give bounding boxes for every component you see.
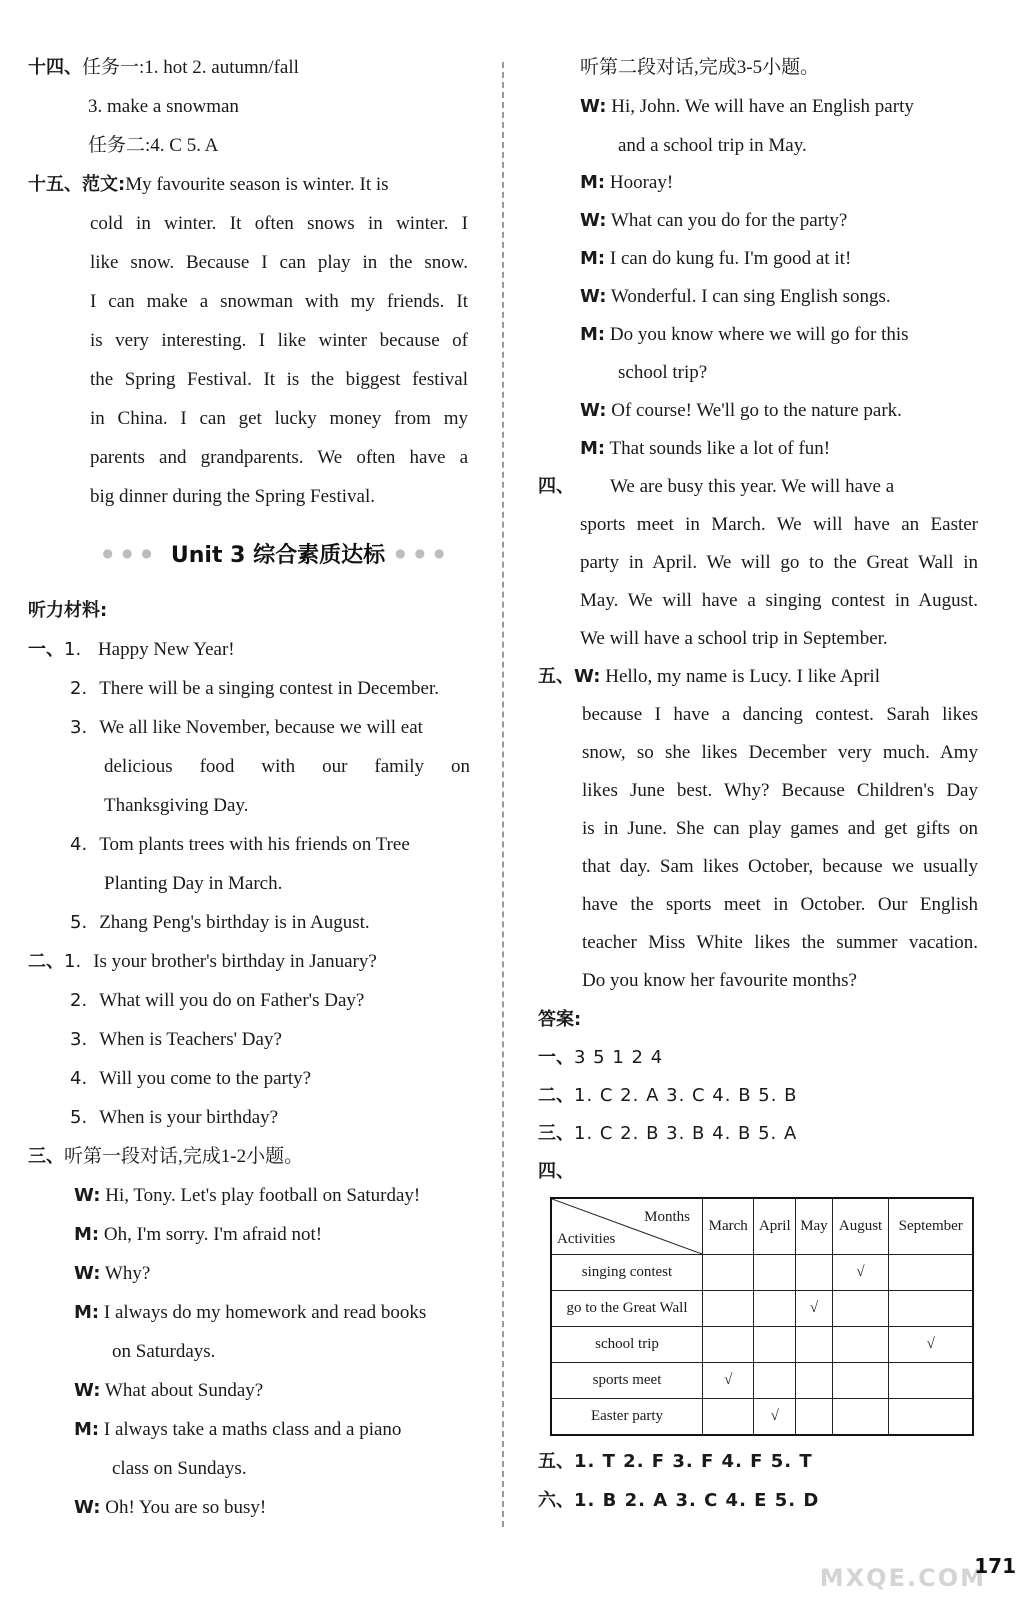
item-number: 2. [70, 990, 88, 1011]
page-number: 171 [974, 1554, 1016, 1578]
part2-item2 [70, 989, 364, 1013]
decor-dots-right: ●●● [395, 546, 454, 560]
table-row [551, 1327, 973, 1363]
check-cell [889, 1363, 973, 1399]
dialogue-line [580, 285, 891, 309]
check-cell [796, 1363, 832, 1399]
dialogue-line [74, 1262, 150, 1286]
part5-line1 [538, 665, 880, 689]
answer-label: 三、 [538, 1123, 574, 1144]
dialogue-line [74, 1379, 263, 1403]
check-cell [832, 1291, 889, 1327]
check-cell [832, 1363, 889, 1399]
corner-activities-label: Activities [557, 1231, 616, 1247]
dialogue-line [580, 95, 914, 119]
essay-line: parents and grandparents. We often have a [90, 447, 468, 468]
speaker: W: [74, 1380, 101, 1401]
passage-text: sports meet in March. We will have an Easter [580, 514, 978, 535]
part3-intro2: 听第二段对话,完成3-5小题。 [580, 57, 820, 78]
dialogue-line [580, 209, 847, 233]
dialogue-text: What can you do for the party? [610, 210, 848, 231]
item-text: Thanksgiving Day. [104, 795, 249, 816]
item-text: When is Teachers' Day? [99, 1029, 282, 1050]
speaker: W: [580, 286, 607, 307]
item-number: 5. [70, 1107, 88, 1128]
sec15-label: 十五、 [28, 174, 82, 195]
essay-line: is very interesting. I like winter because of [90, 330, 468, 351]
speaker: W: [574, 666, 601, 687]
check-cell [703, 1327, 754, 1363]
passage-text: likes June best. Why? Because Children's Day [582, 780, 978, 801]
check-cell [703, 1255, 754, 1291]
speaker: W: [580, 210, 607, 231]
answer-text: 1. C 2. B 3. B 4. B 5. A [574, 1123, 798, 1144]
sec14-text1: 任务一:1. hot 2. autumn/fall [82, 57, 299, 78]
part4-line1 [538, 475, 894, 499]
month-header: August [832, 1198, 889, 1255]
check-cell [889, 1399, 973, 1435]
dialogue-line [580, 171, 673, 195]
listening-title: 听力材料: [28, 600, 108, 621]
activity-cell: singing contest [551, 1255, 703, 1291]
item-text: Will you come to the party? [99, 1068, 312, 1089]
dialogue-text: I always take a maths class and a piano [103, 1419, 402, 1440]
speaker: M: [580, 248, 606, 269]
activity-cell: sports meet [551, 1363, 703, 1399]
item-text: Tom plants trees with his friends on Tree [99, 834, 410, 855]
answer-row [538, 1084, 798, 1108]
check-cell [754, 1291, 796, 1327]
answer-text: 1. B 2. A 3. C 4. E 5. D [574, 1490, 820, 1511]
dialogue-line [74, 1418, 474, 1442]
dialogue-text: Hooray! [609, 172, 674, 193]
month-header: May [796, 1198, 832, 1255]
passage-text: that day. Sam likes October, because we usually [582, 856, 978, 877]
check-cell [754, 1363, 796, 1399]
part2-label: 二、 [28, 951, 64, 972]
answers-title: 答案: [538, 1009, 582, 1030]
item-number: 1. [64, 951, 82, 972]
part5-label: 五、 [538, 666, 574, 687]
speaker: W: [580, 96, 607, 117]
table-row [551, 1291, 973, 1327]
part1-item5 [70, 911, 370, 935]
dialogue-text: school trip? [618, 362, 708, 383]
speaker: M: [74, 1302, 100, 1323]
passage-text: is in June. She can play games and get gifts on [582, 818, 978, 839]
part3-intro-text: 听第一段对话,完成1-2小题。 [64, 1146, 304, 1167]
answer-text: 1. T 2. F 3. F 4. F 5. T [574, 1451, 813, 1472]
item-number: 2. [70, 678, 88, 699]
answer-label: 四、 [538, 1161, 574, 1182]
answer-label: 五、 [538, 1451, 574, 1472]
speaker: W: [74, 1497, 101, 1518]
table-row [551, 1399, 973, 1435]
column-divider [502, 62, 504, 1527]
essay-line: big dinner during the Spring Festival. [90, 486, 375, 507]
answer-text: 1. C 2. A 3. C 4. B 5. B [574, 1085, 798, 1106]
sec14-line1 [28, 56, 299, 80]
check-cell: √ [703, 1363, 754, 1399]
essay-line: the Spring Festival. It is the biggest festival [90, 369, 468, 390]
essay-line: in China. I can get lucky money from my [90, 408, 468, 429]
watermark-logo: MXQE.COM [819, 1564, 986, 1592]
part1-label: 一、 [28, 639, 64, 660]
part4-label: 四、 [538, 476, 574, 497]
item-number: 4. [70, 834, 88, 855]
check-cell [796, 1255, 832, 1291]
dialogue-text: Do you know where we will go for this [609, 324, 909, 345]
dialogue-text: Why? [104, 1263, 151, 1284]
speaker: W: [74, 1185, 101, 1206]
item-text: Is your brother's birthday in January? [93, 951, 377, 972]
essay-line: like snow. Because I can play in the snow. [90, 252, 468, 273]
item-text: Planting Day in March. [104, 873, 283, 894]
unit-heading [88, 536, 468, 570]
item-number: 3. [70, 1029, 88, 1050]
answer-label: 一、 [538, 1047, 574, 1068]
speaker: M: [74, 1224, 100, 1245]
table-header-row [551, 1198, 973, 1255]
sec15-line1 [28, 173, 468, 197]
corner-months-label: Months [644, 1209, 690, 1225]
item-number: 3. [70, 717, 88, 738]
essay-line: I can make a snowman with my friends. It [90, 291, 468, 312]
item-text: delicious food with our family on [104, 756, 470, 777]
passage-text: snow, so she likes December very much. Amy [582, 742, 978, 763]
part1-item4 [70, 833, 410, 857]
activity-cell: Easter party [551, 1399, 703, 1435]
part3-intro [28, 1145, 303, 1169]
table-row [551, 1255, 973, 1291]
item-text: When is your birthday? [99, 1107, 279, 1128]
check-cell: √ [889, 1327, 973, 1363]
answer-text: 3 5 1 2 4 [574, 1047, 664, 1068]
item-text: There will be a singing contest in December. [99, 678, 439, 699]
check-cell [889, 1255, 973, 1291]
passage-text: Hello, my name is Lucy. I like April [605, 666, 880, 687]
part3-label: 三、 [28, 1146, 64, 1167]
sec14-text3: 任务二:4. C 5. A [88, 135, 219, 156]
part2-item4 [70, 1067, 311, 1091]
check-cell [703, 1291, 754, 1327]
answer-row [538, 1450, 813, 1474]
table-corner-cell [551, 1198, 703, 1255]
passage-text: teacher Miss White likes the summer vacation. [582, 932, 978, 953]
dialogue-text: and a school trip in May. [618, 135, 807, 156]
answer-row [538, 1122, 797, 1146]
essay-line: cold in winter. It often snows in winter. I [90, 213, 468, 234]
check-cell: √ [832, 1255, 889, 1291]
part1-item3 [70, 716, 470, 740]
item-number: 5. [70, 912, 88, 933]
dialogue-text: Oh, I'm sorry. I'm afraid not! [103, 1224, 323, 1245]
dialogue-line [74, 1223, 322, 1247]
dialogue-text: Hi, Tony. Let's play football on Saturday! [105, 1185, 421, 1206]
item-number: 4. [70, 1068, 88, 1089]
dialogue-text: Of course! We'll go to the nature park. [611, 400, 902, 421]
part2-item5 [70, 1106, 278, 1130]
answer-row [538, 1160, 574, 1184]
month-header: April [754, 1198, 796, 1255]
passage-text: May. We will have a singing contest in August. [580, 590, 978, 611]
check-cell [832, 1399, 889, 1435]
check-cell [889, 1291, 973, 1327]
activity-cell: go to the Great Wall [551, 1291, 703, 1327]
check-cell [832, 1327, 889, 1363]
dialogue-text: class on Sundays. [112, 1458, 247, 1479]
check-cell [796, 1399, 832, 1435]
dialogue-text: Wonderful. I can sing English songs. [610, 286, 891, 307]
month-header: March [703, 1198, 754, 1255]
check-cell: √ [796, 1291, 832, 1327]
speaker: M: [580, 324, 606, 345]
dialogue-text: I always do my homework and read books [103, 1302, 427, 1323]
activity-cell: school trip [551, 1327, 703, 1363]
answer-label: 六、 [538, 1490, 574, 1511]
passage-text: have the sports meet in October. Our English [582, 894, 978, 915]
passage-text: We are busy this year. We will have a [610, 476, 895, 497]
check-cell: √ [754, 1399, 796, 1435]
dialogue-text: on Saturdays. [112, 1341, 216, 1362]
unit-title: Unit 3 综合素质达标 [170, 542, 386, 568]
item-text: What will you do on Father's Day? [99, 990, 365, 1011]
activity-month-table [550, 1197, 974, 1436]
part1-item2 [70, 677, 439, 701]
answer-row [538, 1489, 819, 1513]
dialogue-line [580, 323, 909, 347]
dialogue-text: That sounds like a lot of fun! [609, 438, 831, 459]
speaker: W: [74, 1263, 101, 1284]
dialogue-line [74, 1184, 420, 1208]
item-text: Happy New Year! [97, 639, 235, 660]
item-text: Zhang Peng's birthday is in August. [99, 912, 370, 933]
dialogue-line [580, 437, 830, 461]
sec14-text2: 3. make a snowman [88, 96, 239, 117]
part2-item3 [70, 1028, 282, 1052]
check-cell [754, 1327, 796, 1363]
dialogue-line [74, 1301, 426, 1325]
sec15-lead: 范文: [82, 174, 126, 195]
dialogue-text: Hi, John. We will have an English party [611, 96, 914, 117]
passage-text: party in April. We will go to the Great Wall in [580, 552, 978, 573]
speaker: M: [74, 1419, 100, 1440]
check-cell [703, 1399, 754, 1435]
sec14-label: 十四、 [28, 57, 82, 78]
answer-label: 二、 [538, 1085, 574, 1106]
passage-text: Do you know her favourite months? [582, 970, 857, 991]
item-text: We all like November, because we will eat [99, 717, 423, 738]
check-cell [796, 1327, 832, 1363]
dialogue-text: Oh! You are so busy! [105, 1497, 267, 1518]
speaker: M: [580, 172, 606, 193]
essay-line: My favourite season is winter. It is [125, 174, 389, 195]
passage-text: We will have a school trip in September. [580, 628, 888, 649]
part2-item1 [28, 950, 377, 974]
check-cell [754, 1255, 796, 1291]
table-row [551, 1363, 973, 1399]
passage-text: because I have a dancing contest. Sarah likes [582, 704, 978, 725]
decor-dots-left: ●●● [102, 546, 161, 560]
dialogue-text: What about Sunday? [104, 1380, 264, 1401]
dialogue-line [580, 247, 851, 271]
speaker: W: [580, 400, 607, 421]
item-number: 1. [64, 639, 82, 660]
part1-item1 [28, 638, 235, 662]
speaker: M: [580, 438, 606, 459]
month-header: September [889, 1198, 973, 1255]
dialogue-text: I can do kung fu. I'm good at it! [609, 248, 852, 269]
dialogue-line [74, 1496, 266, 1520]
dialogue-line [580, 399, 902, 423]
answer-row [538, 1046, 663, 1070]
